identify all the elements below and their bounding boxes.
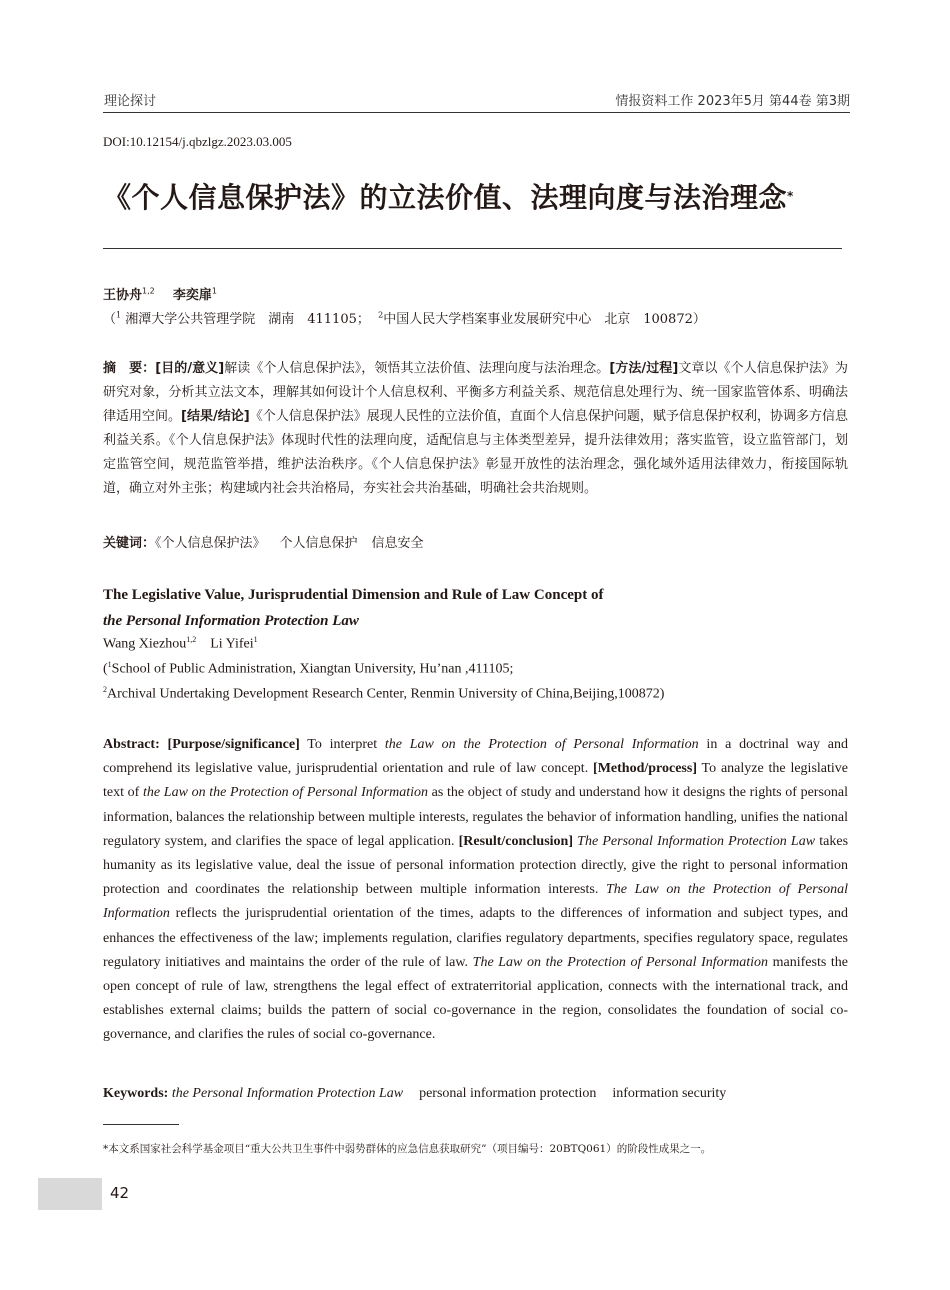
header-rule xyxy=(103,112,850,113)
abstract-cn xyxy=(103,357,848,501)
authors xyxy=(103,284,217,303)
author-1: 王协舟 xyxy=(103,288,143,303)
keywords-cn-label: 关键词： xyxy=(103,536,156,551)
abstract-en-text: To analyze the legislative text of xyxy=(103,761,848,801)
abstract-cn-label: 摘 要： xyxy=(103,361,156,376)
abstract-en-text: as the object of study and understand how it designs the rights of personal information, balances the relationship between multiple interests, regulates the behavior of information handling, unifies the national regulatory system, and clarifies the space of legal application. xyxy=(103,785,849,849)
keyword-cn: 个人信息保护 xyxy=(279,536,358,551)
english-authors xyxy=(103,635,258,653)
affiliation-1: 湘潭大学公共管理学院 湖南 411105； xyxy=(121,312,370,327)
english-affiliation-paren: ( xyxy=(103,661,108,677)
keyword-en: personal information protection xyxy=(419,1086,597,1101)
english-affiliation-sup-2: 2 xyxy=(103,685,107,694)
english-title-line-2: the Personal Information Protection Law xyxy=(103,613,359,629)
keywords-cn xyxy=(103,533,424,555)
abstract-en-tag-result: [Result/conclusion] xyxy=(458,833,573,849)
footnote-rule xyxy=(103,1124,179,1125)
abstract-en-law-name: the Law on the Protection of Personal Information xyxy=(384,737,699,752)
english-affiliation-1-text: School of Public Administration, Xiangtan University, Hu’nan ,411105; xyxy=(111,661,514,677)
author-1-sup: 1,2 xyxy=(142,286,155,296)
abstract-en-text: manifests the open concept of rule of law, strengthens the legal effect of extraterritorial application, connects with the international track, and establishes external claims; builds the pattern of social co-governance in the region, consolidates the foundation of social co-governance, and clarifies the rules of social co-governance. xyxy=(103,954,848,1043)
abstract-cn-tag-result: [结果/结论] xyxy=(181,409,250,424)
footnote: *本文系国家社会科学基金项目“重大公共卫生事件中弱势群体的应急信息获取研究”（项目编号：20BTQ061）的阶段性成果之一。 xyxy=(103,1143,712,1155)
running-header-journal: 情报资料工作 2023年5月 第44卷 第3期 xyxy=(615,94,850,109)
abstract-en-law-name: the Law on the Protection of Personal Information xyxy=(143,785,428,801)
affiliation-2: 中国人民大学档案事业发展研究中心 北京 100872） xyxy=(383,312,706,327)
abstract-cn-text-method: 文章以《个人信息保护法》为研究对象，分析其立法文本，理解其如何设计个人信息权利、平衡多方利益关系、规范信息处理行为、统一国家监管体系、明确法律适用空间。 xyxy=(103,361,848,424)
keyword-en: the Personal Information Protection Law xyxy=(171,1086,404,1101)
abstract-en-label: Abstract: xyxy=(103,737,168,752)
affiliation-paren: （ xyxy=(103,312,117,327)
english-title-line-1: The Legislative Value, Jurisprudential Dimension and Rule of Law Concept of xyxy=(103,587,604,603)
english-author-2-sup: 1 xyxy=(253,635,258,644)
abstract-en-tag-purpose: [Purpose/significance] xyxy=(167,737,300,752)
abstract-en-law-name: The Law on the Protection of Personal Information xyxy=(472,954,769,970)
abstract-cn-tag-purpose: [目的/意义] xyxy=(155,361,225,376)
abstract-en-tag-method: [Method/process] xyxy=(593,761,697,777)
affiliation xyxy=(103,308,706,327)
keyword-cn: 信息安全 xyxy=(371,536,424,551)
keyword-en: information security xyxy=(612,1086,727,1101)
english-title xyxy=(103,582,603,634)
english-affiliation-2-text: Archival Undertaking Development Research Center, Renmin University of China,Beijing,100872) xyxy=(107,686,665,702)
english-author-1-sup: 1,2 xyxy=(186,635,197,644)
abstract-en-text: To interpret xyxy=(299,737,385,752)
english-author-2: Li Yifei xyxy=(210,636,254,652)
affiliation-sup-1: 1 xyxy=(116,310,122,320)
title-footnote-mark: * xyxy=(787,189,794,203)
article-title-text: 《个人信息保护法》的立法价值、法理向度与法治理念 xyxy=(103,181,788,214)
doi: DOI:10.12154/j.qbzlgz.2023.03.005 xyxy=(103,134,292,149)
english-affiliation-2 xyxy=(103,685,664,703)
abstract-en xyxy=(103,733,848,1048)
title-rule xyxy=(103,248,842,249)
abstract-en-text: in a doctrinal way and comprehend its legislative value, jurisprudential orientation and rule of law concept. xyxy=(103,737,848,777)
english-author-1: Wang Xiezhou xyxy=(103,636,187,652)
article-title xyxy=(103,180,863,216)
abstract-cn-text-purpose: 解读《个人信息保护法》，领悟其立法价值、法理向度与法治理念。 xyxy=(224,361,610,376)
page-number-tab xyxy=(38,1178,102,1210)
abstract-en-text: reflects the jurisprudential orientation of the times, adapts to the differences of information and subject types, and enhances the effectiveness of the law; implements regulation, clarifies regulatory departments, specifies regulatory space, regulates regulatory initiatives and maintains the order of the rule of law. xyxy=(103,906,848,970)
page-number: 42 xyxy=(110,1184,130,1202)
english-affiliation-sup-1: 1 xyxy=(107,660,112,669)
keyword-cn: 《个人信息保护法》 xyxy=(155,536,266,551)
keywords-en xyxy=(103,1083,726,1105)
running-header-section: 理论探讨 xyxy=(104,94,157,109)
abstract-en-law-name: The Law on the Protection of Personal Information xyxy=(103,882,848,922)
affiliation-sup-2: 2 xyxy=(378,310,384,320)
abstract-en-law-name: The Personal Information Protection Law xyxy=(577,833,816,849)
english-affiliation-1 xyxy=(103,660,513,678)
keywords-en-label: Keywords: xyxy=(103,1086,172,1101)
author-2-sup: 1 xyxy=(211,286,217,296)
abstract-en-text: takes humanity as its legislative value, deal the issue of personal information protection directly, give the right to personal information protection and coordinates the relationship between multiple information interests. xyxy=(103,833,849,898)
author-2: 李奕扉 xyxy=(172,288,212,303)
abstract-cn-text-result: 《个人信息保护法》展现人民性的立法价值，直面个人信息保护问题，赋予信息保护权利，协调多方信息利益关系。《个人信息保护法》体现时代性的法理向度，适配信息与主体类型差异，提升法律效用；落实监管，设立监管部门，划定监管空间，规范监管举措，维护法治秩序。《个人信息保护法》彰显开放性的法治理念，强化域外适用法律效力，衔接国际轨道，确立对外主张；构建域内社会共治格局，夯实社会共治基础，明确社会共治规则。 xyxy=(103,409,848,496)
abstract-cn-tag-method: [方法/过程] xyxy=(609,361,679,376)
